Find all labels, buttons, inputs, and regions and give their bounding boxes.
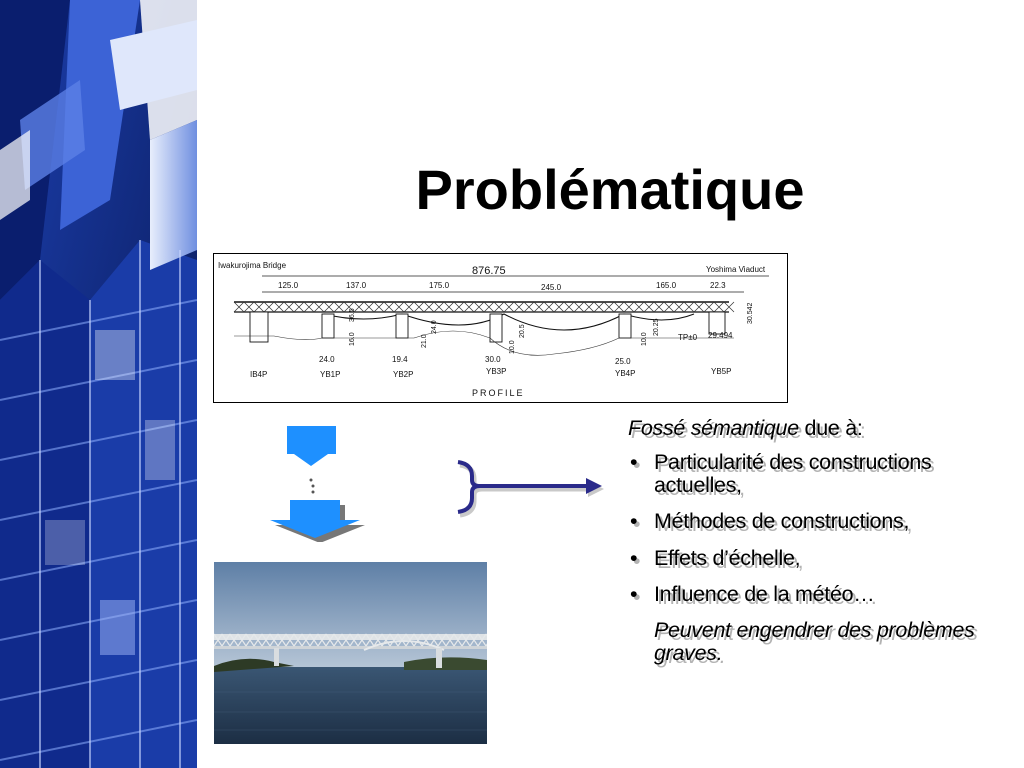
list-item (628, 510, 998, 533)
brace-arrow-icon (452, 458, 612, 523)
height-label: 10.0 (641, 332, 648, 346)
height-label: 21.0 (421, 334, 428, 348)
list-item-text: Particularité des constructions actuelles, (654, 450, 932, 498)
consequence-text: Peuvent engendrer des problèmes graves. (654, 618, 975, 666)
bridge-profile-drawing (213, 253, 788, 403)
bullet-icon: • (630, 509, 638, 534)
pier-name-label: YB4P (615, 369, 636, 378)
profile-caption: PROFILE (472, 388, 525, 398)
height-label: 16.0 (349, 332, 356, 346)
height-label: 36.5 (349, 308, 356, 322)
list-item-text: Méthodes de constructions, (654, 509, 910, 534)
list-item-text: Effets d’échelle, (654, 545, 801, 570)
right-bridge-label: Yoshima Viaduct (706, 265, 766, 274)
level-label: TP±0 (678, 333, 698, 342)
pier-width-label: 24.0 (319, 355, 335, 364)
bullet-icon: • (630, 545, 638, 570)
intro-rest: due à: (798, 416, 863, 440)
span-label: 175.0 (429, 281, 450, 290)
bullet-icon: • (630, 450, 638, 474)
level-label: 29.494 (708, 331, 733, 340)
pier-width-label: 25.0 (615, 357, 631, 366)
span-label: 165.0 (656, 281, 677, 290)
pier-width-label: 19.4 (392, 355, 408, 364)
left-bridge-label: Iwakurojima Bridge (218, 261, 287, 270)
flow-arrows-icon (262, 422, 372, 547)
intro-line (628, 416, 998, 441)
span-label: 245.0 (541, 283, 562, 292)
sidebar-building-image (0, 0, 197, 768)
pier-width-label: 30.0 (485, 355, 501, 364)
span-label: 22.3 (710, 281, 726, 290)
problem-text-block (628, 416, 998, 666)
span-label: 125.0 (278, 281, 299, 290)
height-label: 30.542 (747, 302, 754, 324)
list-item (628, 547, 998, 570)
height-label: 20.5 (519, 324, 526, 338)
pier-name-label: YB2P (393, 370, 414, 379)
bullet-icon: • (630, 581, 638, 606)
list-item (628, 451, 998, 497)
bridge-photo (214, 562, 487, 744)
list-item (628, 583, 998, 606)
height-label: 24.0 (431, 320, 438, 334)
height-label: 10.0 (509, 340, 516, 354)
pier-name-label: YB3P (486, 367, 507, 376)
span-label: 137.0 (346, 281, 367, 290)
list-item-text: Influence de la météo… (654, 581, 875, 606)
pier-name-label: IB4P (250, 370, 268, 379)
slide-title: Problématique (415, 158, 805, 221)
height-label: 20.25 (653, 318, 660, 336)
causes-list (628, 451, 998, 606)
total-length-label: 876.75 (472, 265, 506, 277)
pier-name-label: YB5P (711, 367, 732, 376)
intro-italic: Fossé sémantique (628, 416, 799, 440)
pier-name-label: YB1P (320, 370, 341, 379)
